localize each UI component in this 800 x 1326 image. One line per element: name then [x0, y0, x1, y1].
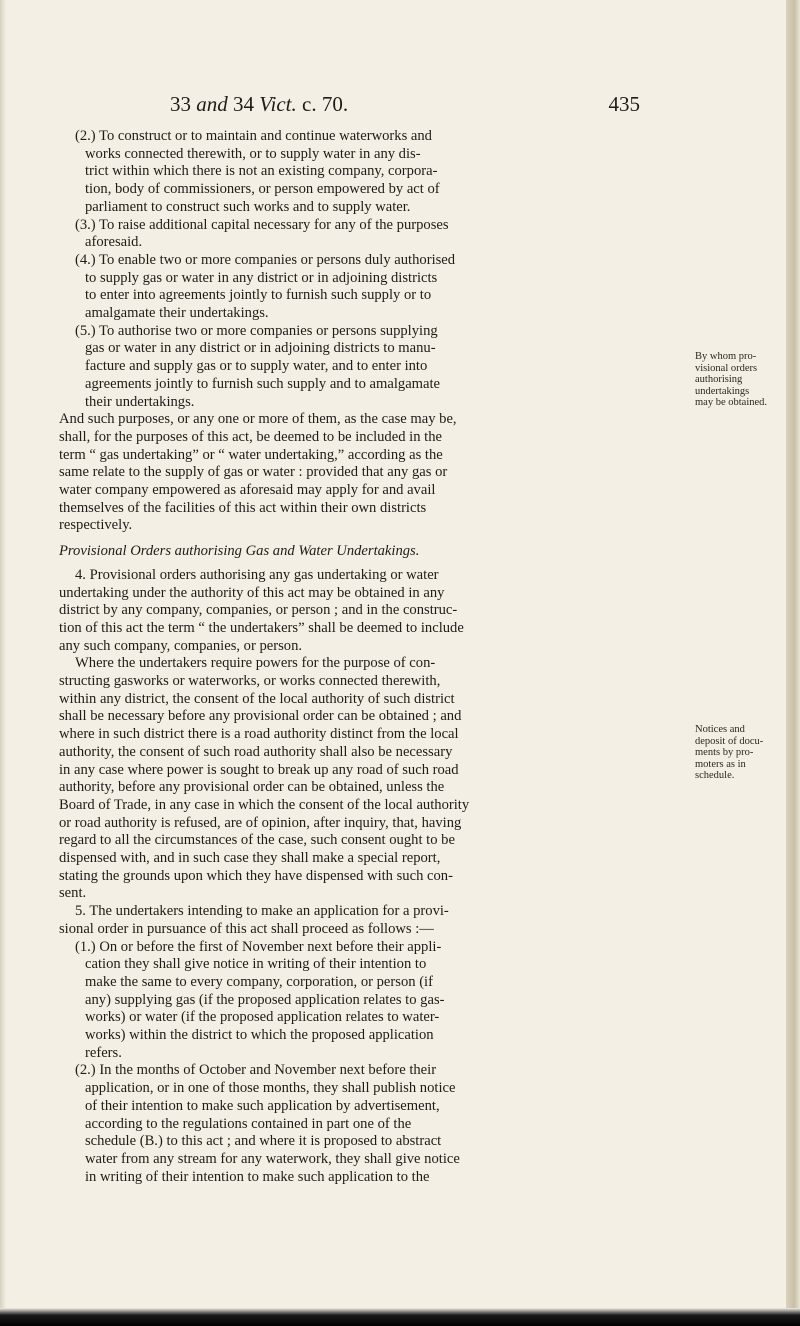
page-body	[0, 128, 800, 1278]
text-line: district by any company, companies, or person ; and in the construc-	[59, 602, 458, 619]
text-line: tion of this act the term “ the undertakers” shall be deemed to include	[59, 619, 464, 636]
text-line: of their intention to make such application by advertisement,	[85, 1097, 440, 1114]
margin-line: moters as in	[695, 758, 746, 770]
text-line: agreements jointly to furnish such supply and to amalgamate	[85, 375, 441, 392]
margin-note-provisional-orders	[695, 351, 787, 409]
text-line: parliament to construct such works and to supply water.	[85, 198, 411, 215]
margin-line: undertakings	[695, 385, 750, 397]
text-line: And such purposes, or any one or more of them, as the case may be,	[59, 411, 457, 428]
text-line: (4.) To enable two or more companies or persons duly authorised	[75, 251, 456, 268]
margin-line: visional orders	[695, 362, 758, 374]
text-line: regard to all the circumstances of the case, such consent ought to be	[59, 832, 455, 849]
margin-line: authorising	[695, 374, 743, 385]
text-line: same relate to the supply of gas or water : provided that any gas or	[59, 464, 448, 481]
text-line: according to the regulations contained in part one of the	[85, 1115, 412, 1132]
text-line: 5. The undertakers intending to make an application for a provi-	[75, 903, 449, 920]
margin-line: Notices and	[695, 724, 745, 735]
margin-line: deposit of docu-	[695, 735, 764, 747]
text-line: to enter into agreements jointly to furnish such supply or to	[85, 287, 432, 304]
text-line: structing gasworks or waterworks, or works connected therewith,	[59, 673, 441, 689]
text-line: in any case where power is sought to break up any road of such road	[59, 761, 459, 778]
text-line: to supply gas or water in any district or in adjoining districts	[85, 269, 438, 286]
header-title: 33 and 34 Vict. c. 70.	[170, 92, 349, 116]
scan-bottom-border	[0, 1308, 800, 1326]
text-line: respectively.	[59, 517, 133, 534]
text-line: water company empowered as aforesaid may apply for and avail	[59, 482, 436, 498]
text-line: authority, the consent of such road authority shall also be necessary	[59, 743, 453, 760]
text-line: 4. Provisional orders authorising any gas undertaking or water	[75, 566, 439, 583]
text-line: amalgamate their undertakings.	[85, 305, 269, 321]
text-line: Where the undertakers require powers for the purpose of con-	[75, 655, 436, 672]
text-line: any) supplying gas (if the proposed application relates to gas-	[85, 991, 445, 1008]
text-line: (2.) To construct or to maintain and continue waterworks and	[75, 128, 432, 144]
text-line: works) or water (if the proposed application relates to water-	[85, 1009, 440, 1026]
text-line: works connected therewith, or to supply water in any dis-	[85, 145, 421, 162]
margin-line: schedule.	[695, 770, 735, 781]
text-line: tion, body of commissioners, or person empowered by act of	[85, 181, 440, 198]
page-number: 435	[608, 92, 640, 116]
text-line: stating the grounds upon which they have dispensed with such con-	[59, 867, 453, 884]
text-line: (5.) To authorise two or more companies or persons supplying	[75, 322, 438, 339]
text-line: cation they shall give notice in writing of their intention to	[85, 956, 427, 973]
text-line: works) within the district to which the proposed application	[85, 1027, 434, 1043]
text-line: Board of Trade, in any case in which the consent of the local authority	[59, 796, 470, 813]
text-line: (3.) To raise additional capital necessary for any of the purposes	[75, 216, 449, 233]
text-line: trict within which there is not an existing company, corpora-	[85, 163, 438, 180]
margin-line: By whom pro-	[695, 351, 757, 362]
text-line: in writing of their intention to make such application to the	[85, 1168, 430, 1185]
text-line: dispensed with, and in such case they shall make a special report,	[59, 850, 441, 866]
text-line: or road authority is refused, are of opinion, after inquiry, that, having	[59, 814, 462, 831]
text-line: within any district, the consent of the local authority of such district	[59, 690, 455, 707]
text-line: shall be necessary before any provisional order can be obtained ; and	[59, 708, 462, 725]
text-line: gas or water in any district or in adjoining districts to manu-	[85, 340, 436, 357]
text-line: (1.) On or before the first of November next before their appli-	[75, 938, 442, 955]
text-line: authority, before any provisional order can be obtained, unless the	[59, 779, 445, 796]
text-line: make the same to every company, corporation, or person (if	[85, 973, 433, 990]
running-header	[170, 92, 640, 122]
text-line: aforesaid.	[85, 234, 143, 251]
text-line: application, or in one of those months, they shall publish notice	[85, 1080, 456, 1097]
section-heading: Provisional Orders authorising Gas and Water Undertakings.	[59, 543, 420, 560]
margin-line: may be obtained.	[695, 397, 768, 408]
margin-note-notices	[695, 724, 787, 782]
text-line: water from any stream for any waterwork, they shall give notice	[85, 1150, 460, 1167]
text-line: themselves of the facilities of this act within their own districts	[59, 499, 427, 516]
text-line: schedule (B.) to this act ; and where it is proposed to abstract	[85, 1133, 442, 1150]
text-line: sional order in pursuance of this act shall proceed as follows :—	[59, 920, 434, 937]
text-line: shall, for the purposes of this act, be deemed to be included in the	[59, 428, 442, 445]
text-line: undertaking under the authority of this act may be obtained in any	[59, 584, 445, 601]
text-line: any such company, companies, or person.	[59, 637, 303, 654]
text-line: (2.) In the months of October and November next before their	[75, 1062, 437, 1079]
text-line: refers.	[85, 1044, 122, 1061]
text-line: facture and supply gas or to supply water, and to enter into	[85, 358, 428, 375]
margin-line: ments by pro-	[695, 747, 754, 758]
text-line: where in such district there is a road authority distinct from the local	[59, 726, 459, 743]
text-line: sent.	[59, 885, 87, 902]
text-line: their undertakings.	[85, 393, 195, 410]
text-line: term “ gas undertaking” or “ water undertaking,” according as the	[59, 446, 443, 463]
